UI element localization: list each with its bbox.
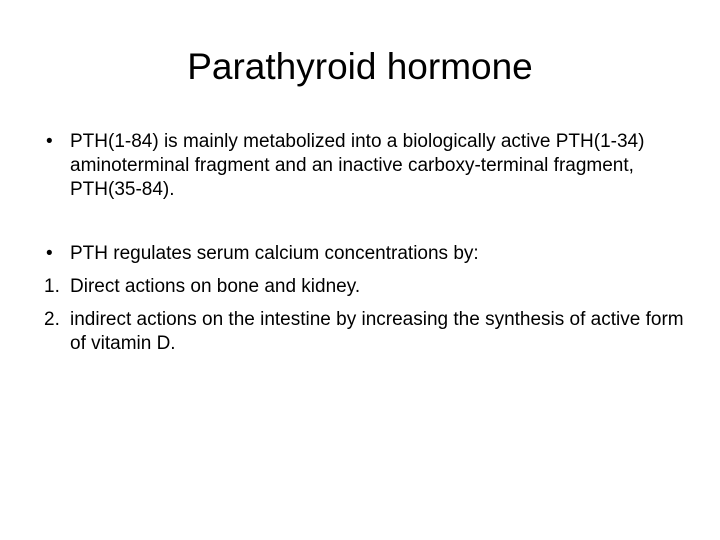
slide-title: Parathyroid hormone	[187, 46, 533, 87]
numbered-item	[44, 275, 684, 299]
bullet-text: PTH regulates serum calcium concentrations by:	[70, 243, 479, 264]
number-marker: 1.	[44, 276, 60, 297]
numbered-text: indirect actions on the intestine by increasing the synthesis of active form of vitamin D.	[70, 309, 684, 354]
bullet-text: PTH(1-84) is mainly metabolized into a biologically active PTH(1-34) aminoterminal fragment and an inactive carboxy-terminal fragment, PTH(35-84).	[70, 131, 645, 200]
slide-body	[44, 130, 684, 356]
bullet-item	[44, 130, 684, 202]
spacer	[44, 202, 684, 242]
bullet-marker: •	[46, 131, 53, 152]
number-marker: 2.	[44, 309, 60, 330]
numbered-item	[44, 308, 684, 356]
numbered-text: Direct actions on bone and kidney.	[70, 276, 361, 297]
bullet-marker: •	[46, 243, 53, 264]
bullet-item	[44, 242, 684, 266]
